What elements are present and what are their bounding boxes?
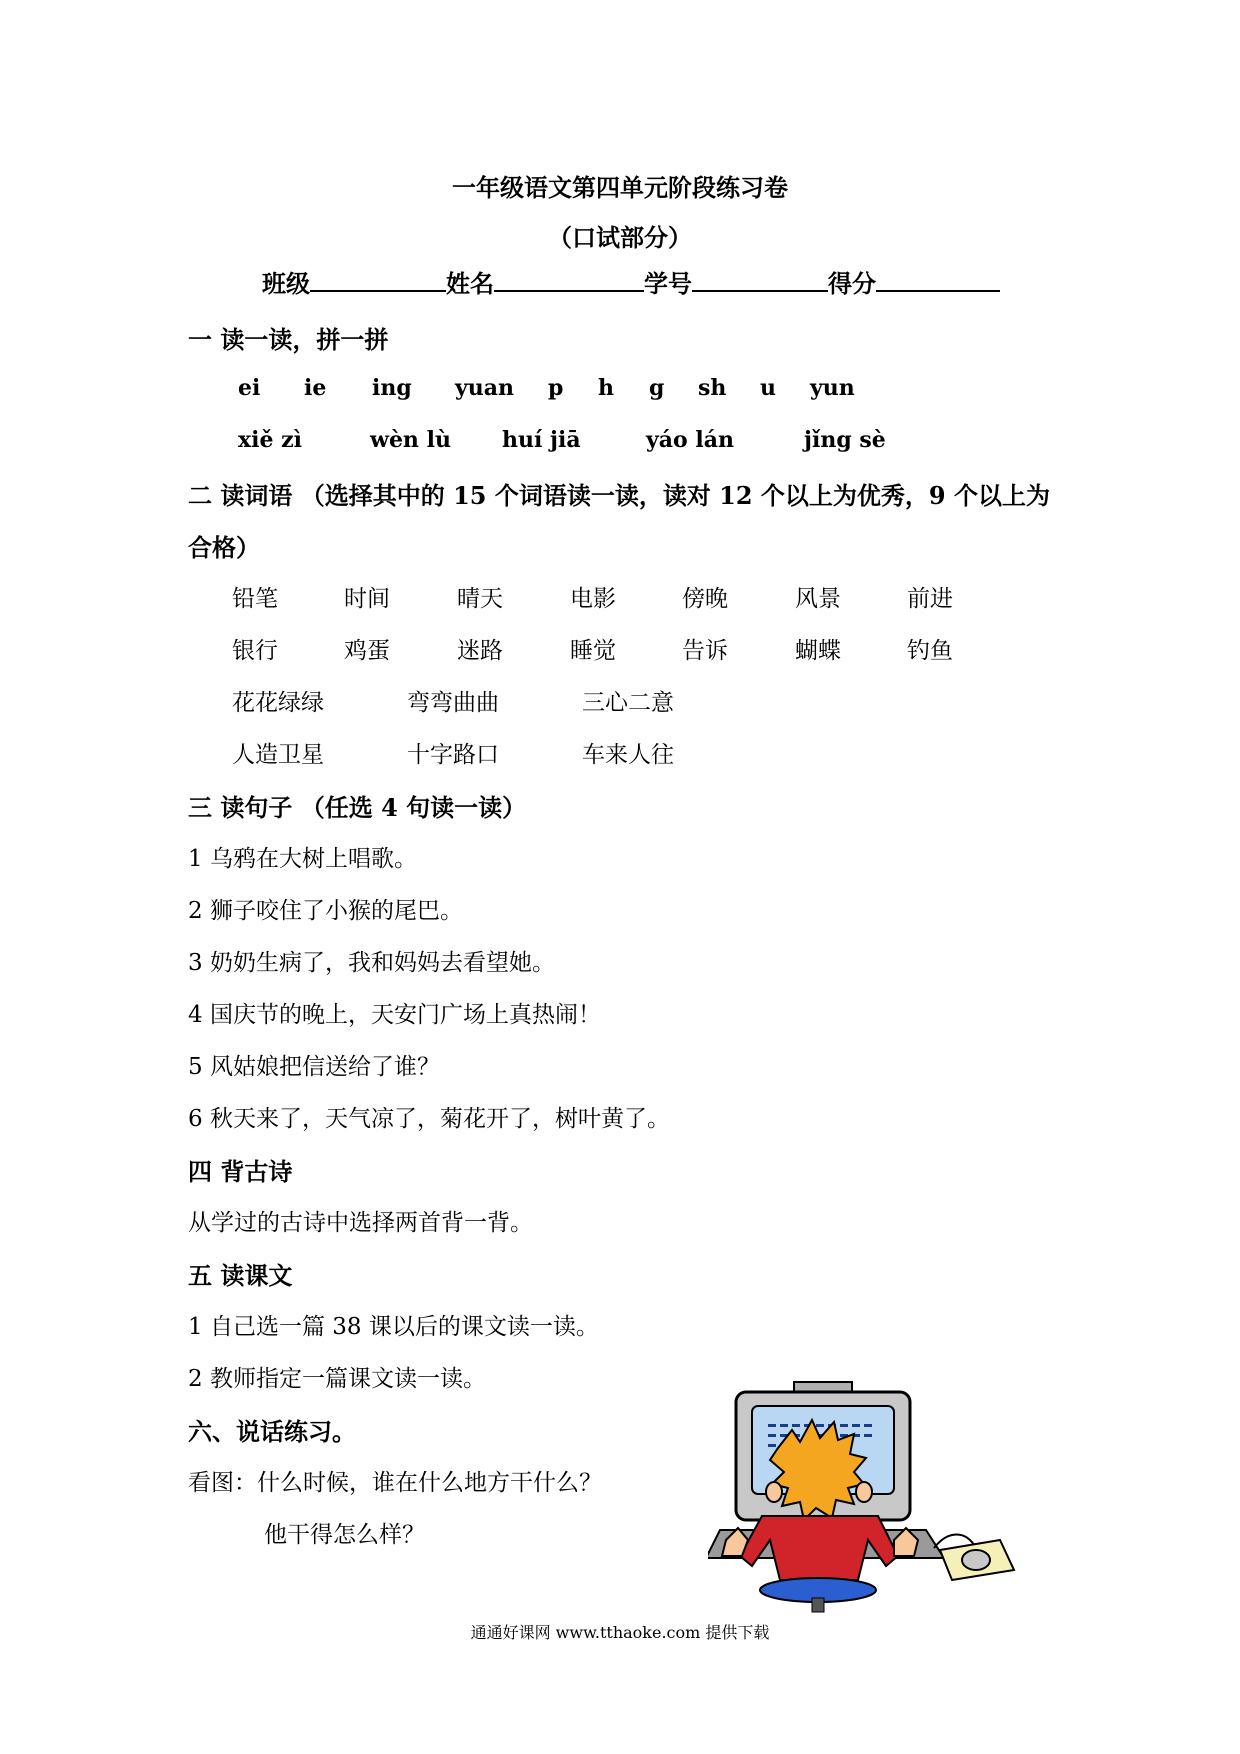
pinyin-9: u	[760, 375, 776, 401]
pinyin-8: sh	[698, 375, 727, 401]
pinyin-1: ei	[238, 375, 261, 401]
class-label: 班级	[262, 269, 310, 298]
sentence-6: 6 秋天来了，天气凉了，菊花开了，树叶黄了。	[188, 1106, 670, 1132]
word: 迷路	[457, 638, 503, 664]
section-6-line-2: 他干得怎么样？	[264, 1522, 425, 1548]
section-5-item-2: 2 教师指定一篇课文读一读。	[188, 1366, 486, 1392]
word: 告诉	[682, 638, 728, 664]
score-label: 得分	[828, 269, 876, 298]
section-1-heading: 一 读一读，拼一拼	[188, 325, 389, 354]
footer-credit: 通通好课网 www.tthaoke.com 提供下载	[470, 1623, 770, 1642]
sentence-2: 2 狮子咬住了小猴的尾巴。	[188, 898, 463, 924]
word: 晴天	[457, 586, 503, 612]
word: 前进	[907, 586, 953, 612]
section-5-item-1: 1 自己选一篇 38 课以后的课文读一读。	[188, 1314, 599, 1340]
pinyin-4: yuan	[455, 375, 515, 401]
name-field[interactable]	[494, 270, 644, 292]
phrase: 花花绿绿	[232, 690, 324, 716]
phrase: 弯弯曲曲	[407, 690, 499, 716]
pinyin-3: ing	[372, 375, 412, 401]
pinyin-word-5: jǐng sè	[804, 427, 886, 453]
pinyin-6: h	[598, 375, 614, 401]
pinyin-word-3: huí jiā	[502, 427, 581, 453]
sentence-4: 4 国庆节的晚上，天安门广场上真热闹！	[188, 1002, 601, 1028]
word: 风景	[795, 586, 841, 612]
sentence-3: 3 奶奶生病了，我和妈妈去看望她。	[188, 950, 555, 976]
class-field[interactable]	[310, 270, 446, 292]
pinyin-word-2: wèn lù	[370, 427, 451, 453]
word: 蝴蝶	[795, 638, 841, 664]
pinyin-10: yun	[810, 375, 855, 401]
pinyin-2: ie	[304, 375, 327, 401]
pinyin-word-4: yáo lán	[646, 427, 734, 453]
pinyin-5: p	[548, 375, 564, 401]
word: 银行	[232, 638, 278, 664]
pinyin-7: g	[649, 375, 665, 401]
boy-at-computer-illustration	[708, 1380, 1018, 1615]
section-3-heading: 三 读句子 （任选 4 句读一读）	[188, 793, 527, 822]
section-6-line-1: 看图：什么时候，谁在什么地方干什么？	[188, 1470, 602, 1496]
section-2-heading: 二 读词语 （选择其中的 15 个词语读一读，读对 12 个以上为优秀，9 个以上为	[188, 481, 1050, 510]
name-label: 姓名	[446, 269, 494, 298]
word: 睡觉	[570, 638, 616, 664]
pinyin-word-1: xiě zì	[238, 427, 302, 453]
phrase: 人造卫星	[232, 742, 324, 768]
phrase: 车来人往	[582, 742, 674, 768]
page-subtitle: （口试部分）	[548, 223, 692, 252]
number-label: 学号	[644, 269, 692, 298]
word: 时间	[344, 586, 390, 612]
word: 钓鱼	[907, 638, 953, 664]
score-field[interactable]	[876, 270, 1000, 292]
phrase: 三心二意	[582, 690, 674, 716]
word: 铅笔	[232, 586, 278, 612]
section-6-heading: 六、说话练习。	[188, 1417, 356, 1446]
word: 傍晚	[682, 586, 728, 612]
number-field[interactable]	[692, 270, 828, 292]
section-4-text: 从学过的古诗中选择两首背一背。	[188, 1210, 533, 1236]
page-title: 一年级语文第四单元阶段练习卷	[452, 173, 788, 202]
section-2-heading-cont: 合格）	[188, 533, 260, 562]
word: 鸡蛋	[344, 638, 390, 664]
info-line	[262, 264, 1000, 299]
word: 电影	[570, 586, 616, 612]
section-4-heading: 四 背古诗	[188, 1157, 293, 1186]
phrase: 十字路口	[407, 742, 499, 768]
sentence-5: 5 风姑娘把信送给了谁？	[188, 1054, 440, 1080]
sentence-1: 1 乌鸦在大树上唱歌。	[188, 846, 417, 872]
section-5-heading: 五 读课文	[188, 1261, 293, 1290]
